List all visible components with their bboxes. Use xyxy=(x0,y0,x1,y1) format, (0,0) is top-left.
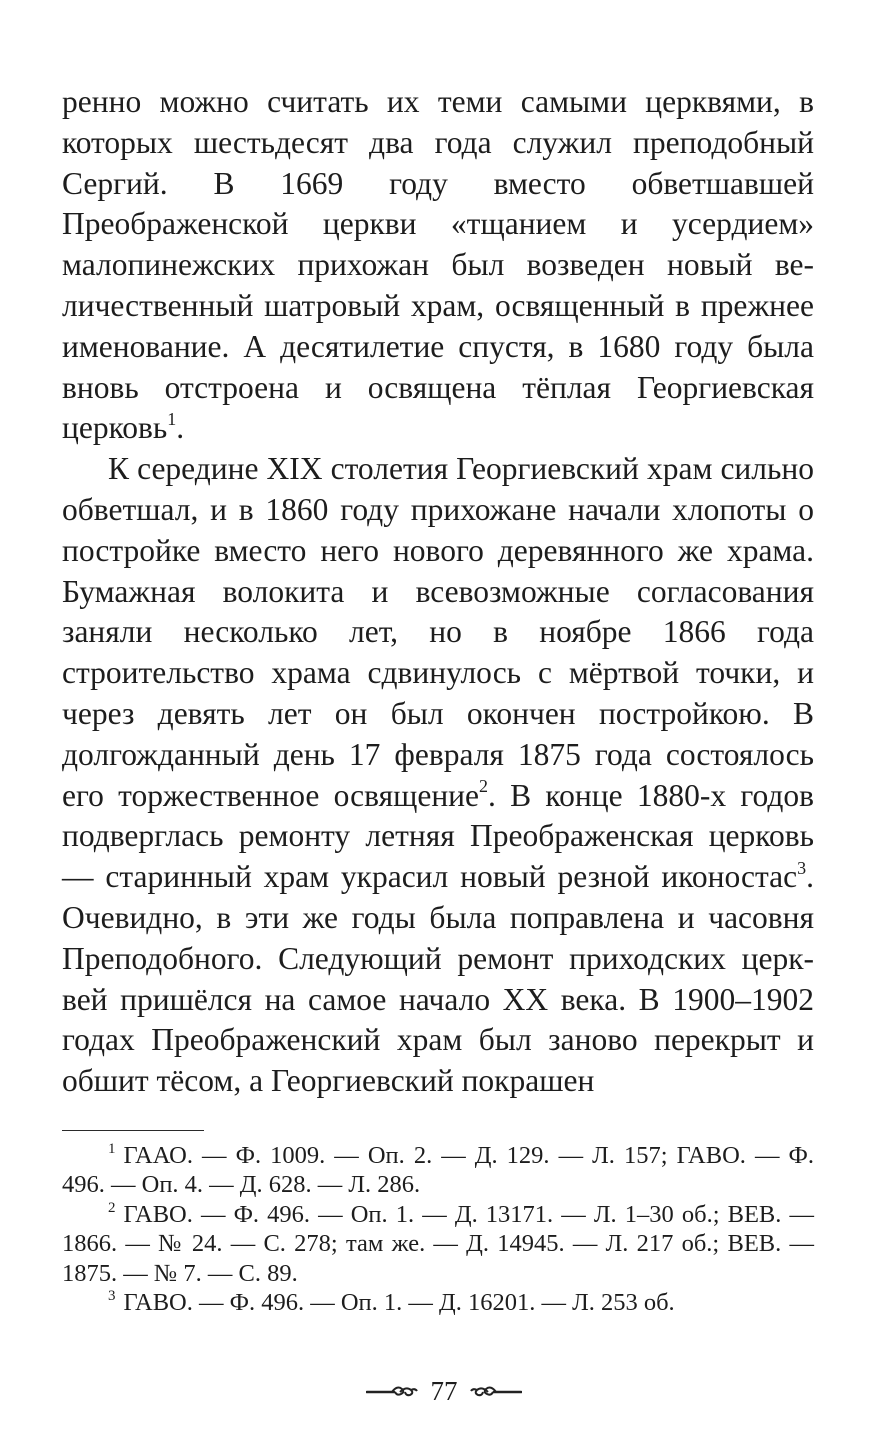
footnote-text: ГААО. — Ф. 1009. — Оп. 2. — Д. 129. — Л. 157; ГАВО. — Ф. 496. — Оп. 4. — Д. 628. — Л. 286. xyxy=(62,1141,814,1199)
footnote-number: 3 xyxy=(108,1288,116,1305)
main-text xyxy=(62,82,814,1102)
footnote-3 xyxy=(62,1288,814,1318)
page-footer xyxy=(0,1372,888,1407)
page-number: 77 xyxy=(430,1375,458,1406)
footnote-ref-1[interactable]: 1 xyxy=(167,408,177,429)
footnote-text: ГАВО. — Ф. 496. — Оп. 1. — Д. 16201. — Л. 253 об. xyxy=(123,1289,675,1317)
paragraph-1-tail: . xyxy=(176,410,185,446)
paragraph-2-text-a: К середине XIX столетия Георгиевский храм сильно обветшал, и в 1860 году прихожане начали хлопоты о постройке вместо него нового деревянного же храма. Бумажная волокита и всевозможные согласования заняли несколько лет, но в ноябре 1866 года строительство храма сдвинулось с мёртвой точки, и через девять лет он был окончен постройкою. В долгожданный день 17 февраля 1875 года состоялось его торжественное освящение xyxy=(62,451,814,813)
footnotes xyxy=(62,1141,814,1318)
paragraph-1-text: ренно можно считать их теми самыми церквями, в которых шестьдесят два года служил преподобный Сергий. В 1669 году вместо обветшавшей Преображенской церкви «тщанием и усердием» малопинежских прихожан был возведен новый величественный шатровый храм, освященный в прежнее именование. А десятилетие спустя, в 1680 году была вновь отстроена и освящена тёплая Георгиевская церковь xyxy=(62,84,814,446)
paragraph-2-text-c: . Очевидно, в эти же годы была поправлена и часовня Преподобного. Следующий ремонт приходских церквей пришёлся на самое начало XX века. В 1900–1902 годах Преображенский храм был заново перекрыт и обшит тёсом, а Георгиевский покрашен xyxy=(62,859,814,1099)
right-flourish-ornament-icon xyxy=(470,1384,522,1398)
footnote-1 xyxy=(62,1141,814,1200)
footnote-text: ГАВО. — Ф. 496. — Оп. 1. — Д. 13171. — Л. 1–30 об.; ВЕВ. — 1866. — № 24. — С. 278; там же. — Д. 14945. — Л. 217 об.; ВЕВ. — 1875. — № 7. — С. 89. xyxy=(62,1200,814,1287)
paragraph-1 xyxy=(62,82,814,449)
book-page xyxy=(62,82,814,1318)
footnote-ref-2[interactable]: 2 xyxy=(479,776,489,797)
footnote-divider xyxy=(62,1130,204,1131)
paragraph-2 xyxy=(62,449,814,1102)
footnote-number: 2 xyxy=(108,1199,116,1216)
left-flourish-ornament-icon xyxy=(366,1384,418,1398)
footnote-number: 1 xyxy=(108,1140,116,1157)
paragraph-2-text-b: . В конце 1880-х годов подверглась ремонту летняя Преображенская церковь — старинный храм украсил новый резной иконостас xyxy=(62,777,814,895)
footnote-ref-3[interactable]: 3 xyxy=(797,857,807,878)
footnote-2 xyxy=(62,1200,814,1289)
